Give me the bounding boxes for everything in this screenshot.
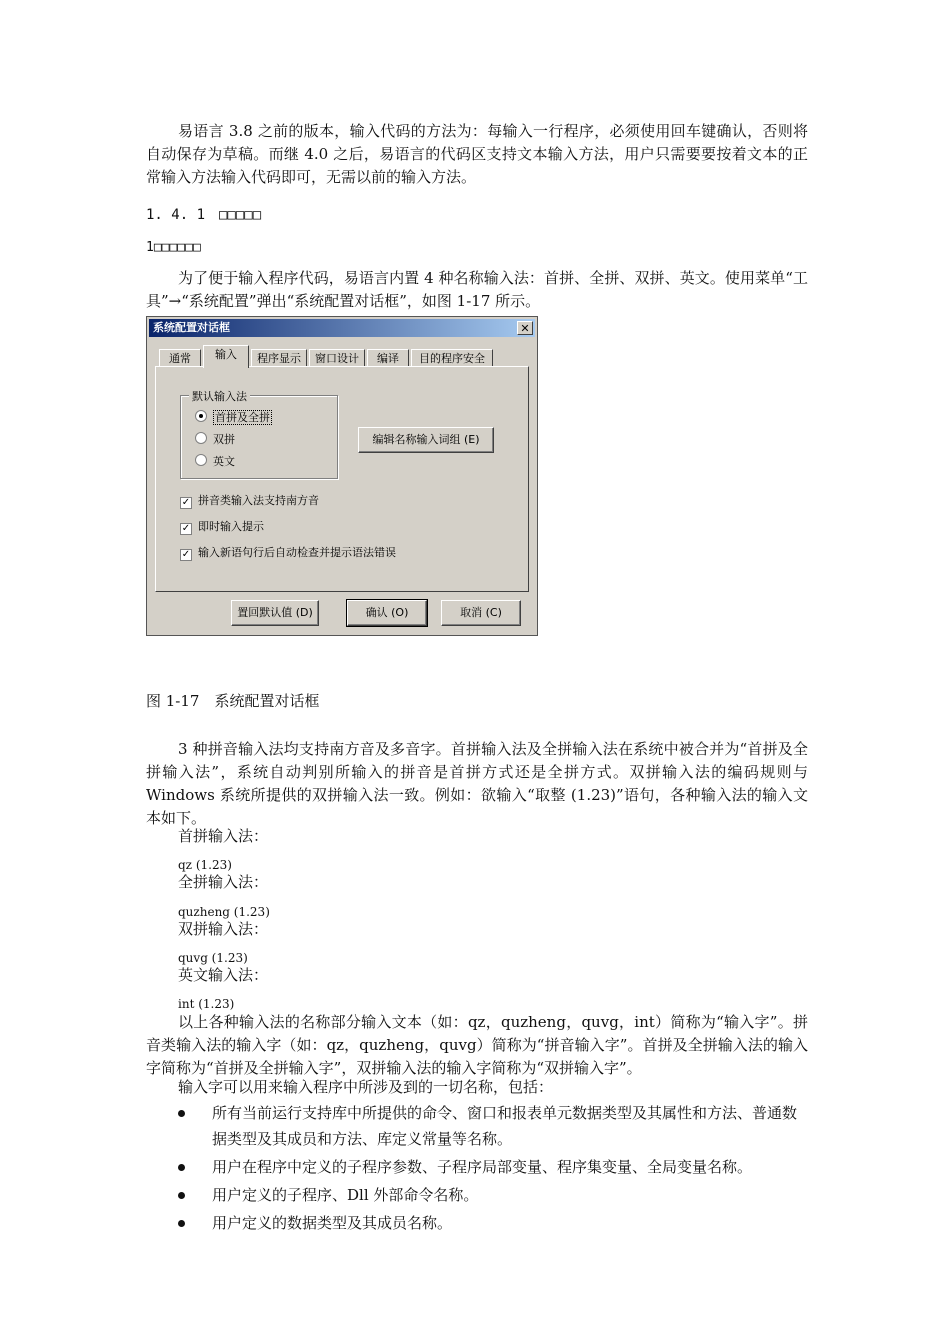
paragraph-input-words: 以上各种输入法的名称部分输入文本（如：qz，quzheng，quvg，int）简称为“输入字”。拼音类输入法的输入字（如：qz，quzheng，quvg）简称为“拼音输入字”。首拼及全拼输入法的输入字简称为“首拼及全拼输入字”，双拼输入法的输入字简称为“双拼输入字”。 xyxy=(146,1013,808,1077)
tab-general[interactable]: 通常 xyxy=(159,349,201,367)
example-code-quanpin: quzheng (1.23) xyxy=(178,905,270,919)
checkbox-checked-icon: ✓ xyxy=(181,523,191,534)
list-item-text: 用户定义的数据类型及其成员名称。 xyxy=(212,1214,453,1232)
section-heading: 1. 4. 1 □□□□□ xyxy=(146,207,262,223)
example-code-shoupin: qz (1.23) xyxy=(178,858,232,872)
checkbox-instant-hint[interactable] xyxy=(180,519,264,535)
example-label-shoupin: 首拼输入法： xyxy=(178,827,269,845)
list-item xyxy=(170,1210,810,1236)
radio-selected-icon xyxy=(195,410,207,422)
example-label-english: 英文输入法： xyxy=(178,966,269,984)
close-icon[interactable]: ✕ xyxy=(517,321,533,335)
cancel-button[interactable]: 取消 (C) xyxy=(441,600,521,626)
list-item-text: 用户在程序中定义的子程序参数、子程序局部变量、程序集变量、全局变量名称。 xyxy=(212,1158,753,1176)
radio-label: 英文 xyxy=(213,455,235,468)
checkbox-label: 拼音类输入法支持南方音 xyxy=(198,494,319,507)
radio-icon xyxy=(195,454,207,466)
bullet-icon xyxy=(178,1164,185,1171)
tab-panel-input xyxy=(155,366,529,592)
ok-button[interactable]: 确认 (O) xyxy=(347,600,427,626)
radio-english[interactable] xyxy=(195,454,235,470)
paragraph-names-intro: 输入字可以用来输入程序中所涉及到的一切名称，包括： xyxy=(178,1078,554,1096)
list-item-text: 用户定义的子程序、Dll 外部命令名称。 xyxy=(212,1186,479,1204)
paragraph-input-methods: 为了便于输入程序代码，易语言内置 4 种名称输入法：首拼、全拼、双拼、英文。使用菜单“工具”→“系统配置”弹出“系统配置对话框”，如图 1-17 所示。 xyxy=(146,269,808,310)
dialog-title: 系统配置对话框 xyxy=(153,321,230,334)
system-config-dialog xyxy=(146,316,538,636)
example-code-shuangpin: quvg (1.23) xyxy=(178,951,248,965)
tab-input[interactable]: 输入 xyxy=(203,345,249,368)
checkbox-southern-accent[interactable] xyxy=(180,493,319,509)
bullet-icon xyxy=(178,1192,185,1199)
bullet-icon xyxy=(178,1220,185,1227)
list-item xyxy=(170,1154,810,1180)
figure-caption: 图 1-17 系统配置对话框 xyxy=(146,692,320,710)
checkbox-checked-icon: ✓ xyxy=(181,549,191,560)
checkbox-label: 即时输入提示 xyxy=(198,520,264,533)
checkbox-syntax-check[interactable] xyxy=(180,545,396,561)
paragraph-pinyin-methods: 3 种拼音输入法均支持南方音及多音字。首拼输入法及全拼输入法在系统中被合并为“首拼及全拼输入法”，系统自动判别所输入的拼音是首拼方式还是全拼方式。双拼输入法的编码规则与 Windows 系统所提供的双拼输入法一致。例如：欲输入“取整 (1.23)”语句，各种输入法的输入文本如下。 xyxy=(146,740,808,827)
list-item-text: 所有当前运行支持库中所提供的命令、窗口和报表单元数据类型及其属性和方法、普通数据类型及其成员和方法、库定义常量等名称。 xyxy=(212,1104,798,1148)
default-input-method-group xyxy=(180,390,338,479)
tab-program-display[interactable]: 程序显示 xyxy=(251,349,307,367)
tab-target-security[interactable]: 目的程序安全 xyxy=(411,349,493,367)
checkbox-checked-icon: ✓ xyxy=(181,497,191,508)
example-code-english: int (1.23) xyxy=(178,997,235,1011)
names-list xyxy=(170,1100,810,1238)
group-title: 默认输入法 xyxy=(189,388,250,404)
reset-defaults-button[interactable]: 置回默认值 (D) xyxy=(231,600,319,626)
radio-shuangpin[interactable] xyxy=(195,432,235,448)
radio-icon xyxy=(195,432,207,444)
tab-window-design[interactable]: 窗口设计 xyxy=(309,349,365,367)
tab-compile[interactable]: 编译 xyxy=(367,349,409,367)
list-item xyxy=(170,1182,810,1208)
example-label-quanpin: 全拼输入法： xyxy=(178,873,269,891)
list-item xyxy=(170,1100,810,1152)
sub-heading: 1□□□□□□ xyxy=(146,240,201,255)
bullet-icon xyxy=(178,1110,185,1117)
intro-paragraph: 易语言 3.8 之前的版本，输入代码的方法为：每输入一行程序，必须使用回车键确认，否则将自动保存为草稿。而继 4.0 之后，易语言的代码区支持文本输入方法，用户只需要要按着文本的正常输入方法输入代码即可，无需以前的输入方法。 xyxy=(146,122,808,186)
example-label-shuangpin: 双拼输入法： xyxy=(178,920,269,938)
radio-label: 首拼及全拼 xyxy=(215,411,270,424)
dialog-titlebar xyxy=(149,319,535,337)
radio-label: 双拼 xyxy=(213,433,235,446)
edit-name-phrases-button[interactable]: 编辑名称输入词组 (E) xyxy=(358,427,494,453)
radio-shoupin-quanpin[interactable] xyxy=(195,410,272,426)
checkbox-label: 输入新语句行后自动检查并提示语法错误 xyxy=(198,546,396,559)
